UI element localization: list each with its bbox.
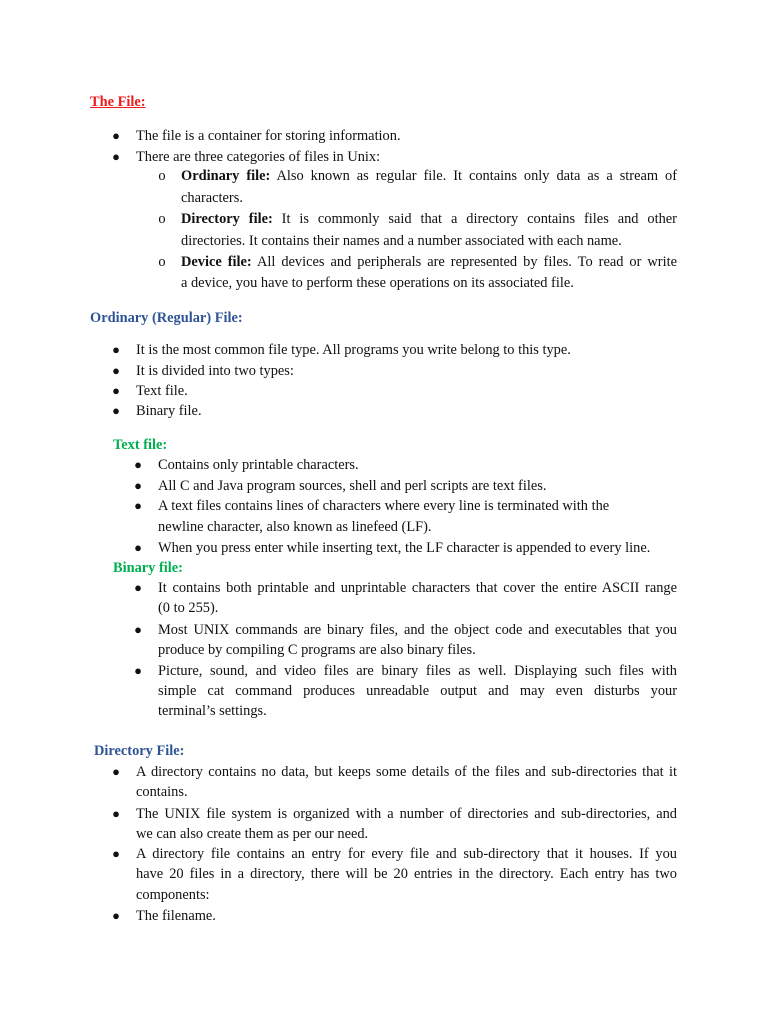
bullet-icon: ● (112, 383, 120, 398)
list-item: The file is a container for storing information. (136, 128, 401, 144)
heading-text-file: Text file: (113, 437, 168, 453)
list-item-continuation: produce by compiling C programs are also binary files. (158, 642, 476, 658)
list-item: Most UNIX commands are binary files, and the object code and executables that you (158, 622, 677, 638)
heading-the-file: The File: (90, 94, 146, 110)
category-directory-line2: directories. It contains their names and a number associated with each name. (181, 233, 622, 249)
list-item: All C and Java program sources, shell and perl scripts are text files. (158, 478, 547, 494)
bullet-icon: ● (112, 363, 120, 378)
bullet-icon: ● (134, 622, 142, 637)
list-item: A directory contains no data, but keeps some details of the files and sub-directories that it (136, 764, 677, 780)
bullet-icon: ● (134, 580, 142, 595)
category-device-line2: a device, you have to perform these operations on its associated file. (181, 275, 574, 291)
list-item: It is divided into two types: (136, 363, 294, 379)
list-item-continuation: contains. (136, 784, 188, 800)
bullet-icon: ● (134, 663, 142, 678)
bullet-icon: ● (134, 457, 142, 472)
heading-directory-file: Directory File: (94, 743, 185, 759)
list-item: When you press enter while inserting text, the LF character is appended to every line. (158, 540, 651, 556)
term-label: Directory file: (181, 211, 273, 227)
heading-binary-file: Binary file: (113, 560, 183, 576)
list-item-continuation: simple cat command produces unreadable output and may even disturbs your (158, 683, 677, 699)
list-item: Text file. (136, 383, 188, 399)
category-ordinary-line2: characters. (181, 190, 243, 206)
list-item: A text files contains lines of characters where every line is terminated with the (158, 498, 610, 514)
term-label: Device file: (181, 254, 252, 270)
category-device-line1: Device file: All devices and peripherals are represented by files. To read or write (181, 254, 677, 270)
list-item-continuation: terminal’s settings. (158, 703, 267, 719)
list-item-continuation: newline character, also known as linefeed (LF). (158, 519, 432, 535)
bullet-icon: ● (112, 908, 120, 923)
list-item-continuation: (0 to 255). (158, 600, 219, 616)
sub-bullet-icon: o (158, 168, 166, 184)
bullet-icon: ● (112, 403, 120, 418)
list-item: Picture, sound, and video files are binary files as well. Displaying such files with (158, 663, 677, 679)
list-item: It is the most common file type. All programs you write belong to this type. (136, 342, 571, 358)
bullet-icon: ● (112, 764, 120, 779)
term-label: Ordinary file: (181, 168, 271, 184)
bullet-icon: ● (134, 540, 142, 555)
list-item: Binary file. (136, 403, 202, 419)
list-item: The UNIX file system is organized with a number of directories and sub-directories, and (136, 806, 677, 822)
list-item: A directory file contains an entry for every file and sub-directory that it houses. If you (136, 846, 677, 862)
list-item: The filename. (136, 908, 216, 924)
bullet-icon: ● (112, 342, 120, 357)
list-item: Contains only printable characters. (158, 457, 359, 473)
category-directory-line1: Directory file: It is commonly said that a directory contains files and other (181, 211, 677, 227)
category-ordinary-line1: Ordinary file: Also known as regular file. It contains only data as a stream of (181, 168, 678, 184)
list-item-continuation: we can also create them as per our need. (136, 826, 369, 842)
list-item-continuation: have 20 files in a directory, there will be 20 entries in the directory. Each entry has two (136, 866, 677, 882)
bullet-icon: ● (112, 806, 120, 821)
bullet-icon: ● (134, 478, 142, 493)
heading-ordinary-file: Ordinary (Regular) File: (90, 310, 243, 326)
bullet-icon: ● (112, 128, 120, 143)
list-item: It contains both printable and unprintable characters that cover the entire ASCII range (158, 580, 677, 596)
list-item: There are three categories of files in Unix: (136, 149, 381, 165)
list-item-continuation: components: (136, 887, 210, 903)
sub-bullet-icon: o (158, 254, 166, 270)
sub-bullet-icon: o (158, 211, 166, 227)
bullet-icon: ● (112, 149, 120, 164)
bullet-icon: ● (112, 846, 120, 861)
bullet-icon: ● (134, 498, 142, 513)
